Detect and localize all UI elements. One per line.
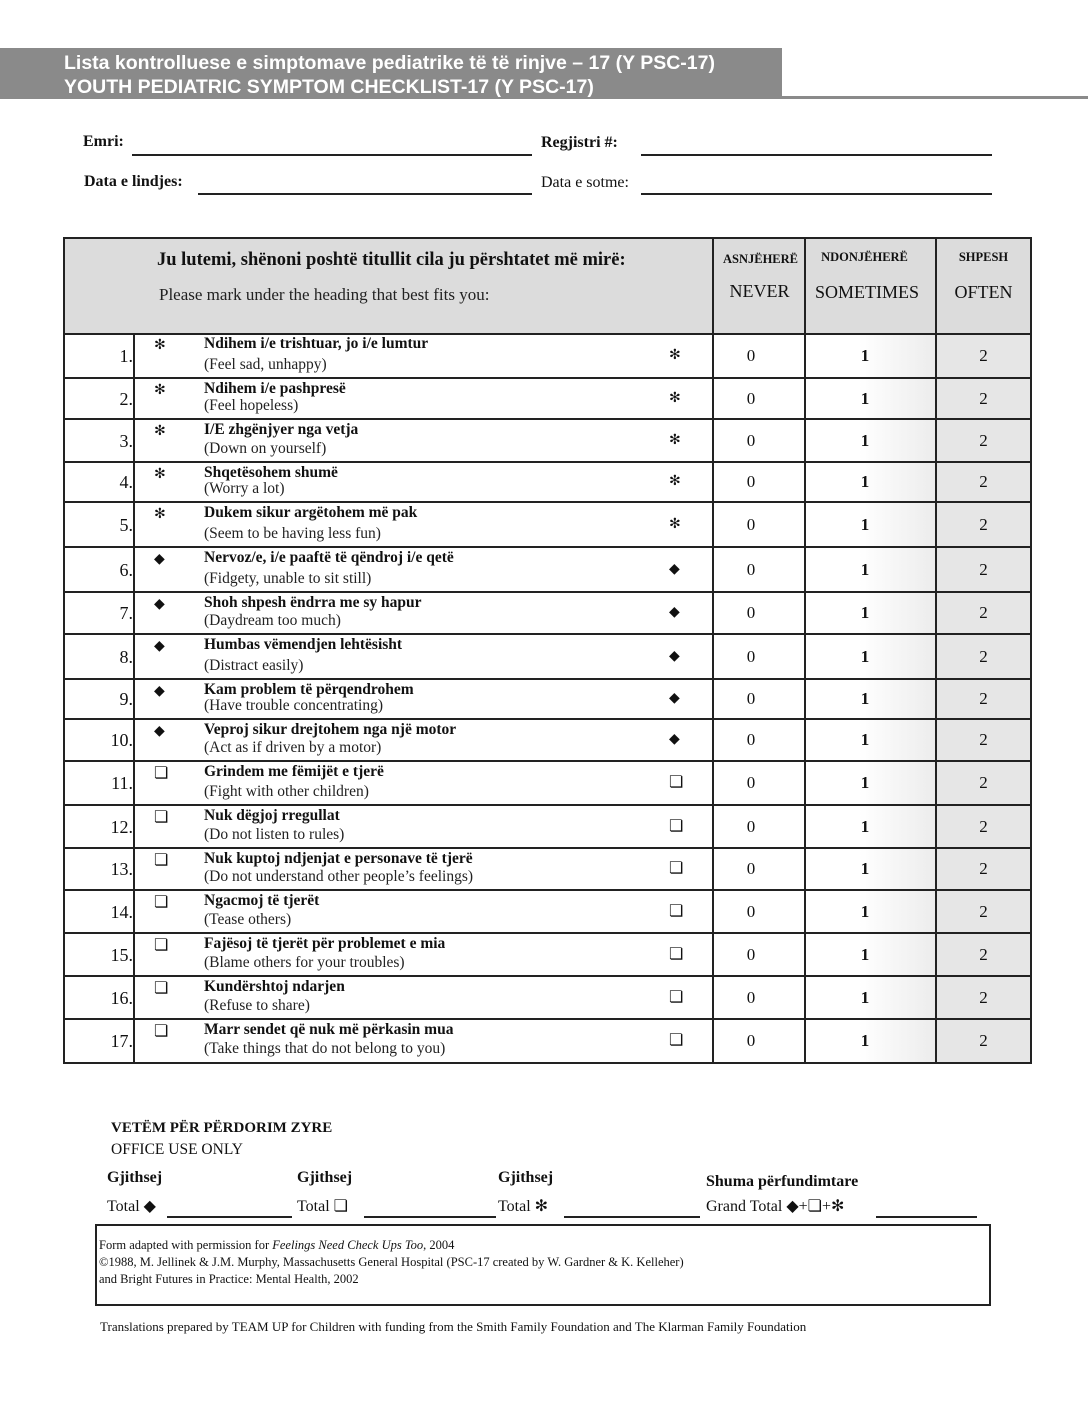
- item-text-english: (Fidgety, unable to sit still): [204, 570, 372, 587]
- answer-never[interactable]: 0: [746, 987, 756, 1007]
- answer-often[interactable]: 2: [979, 901, 988, 921]
- answer-never[interactable]: 0: [746, 730, 756, 749]
- answer-sometimes[interactable]: 1: [860, 944, 870, 964]
- answer-never[interactable]: 0: [746, 1030, 756, 1050]
- item-category-symbol-right: ✻: [669, 346, 681, 363]
- today-field[interactable]: [641, 193, 992, 195]
- table-header: [65, 239, 1030, 335]
- item-text-albanian: Kundërshtoj ndarjen: [204, 978, 345, 995]
- item-text-albanian: Ndihem i/e trishtuar, jo i/e lumtur: [204, 335, 429, 352]
- total-b-english: Total ❏: [297, 1198, 348, 1215]
- item-number: 10.: [110, 730, 133, 750]
- grand-total-field[interactable]: [876, 1216, 977, 1218]
- answer-sometimes[interactable]: 1: [860, 816, 870, 836]
- item-category-symbol-right: ✻: [669, 515, 681, 532]
- item-category-symbol: ◆: [154, 551, 165, 567]
- item-category-symbol-right: ❏: [669, 858, 684, 877]
- item-category-symbol: ❏: [154, 935, 169, 954]
- col-often-albanian: SHPESH: [958, 250, 1009, 264]
- answer-never[interactable]: 0: [746, 646, 756, 666]
- instruction-albanian: Ju lutemi, shënoni poshtë titullit cila ju përshtatet më mirë:: [157, 250, 626, 270]
- item-category-symbol: ❏: [154, 978, 169, 997]
- item-number: 7.: [119, 603, 133, 623]
- item-text-english: (Distract easily): [204, 657, 304, 674]
- item-text-english: (Worry a lot): [204, 480, 285, 497]
- answer-often[interactable]: 2: [979, 689, 988, 708]
- table-row: [65, 634, 1030, 679]
- col-never-albanian: ASNJËHERË: [722, 252, 799, 266]
- answer-sometimes[interactable]: 1: [860, 689, 870, 708]
- answer-often[interactable]: 2: [979, 944, 988, 964]
- answer-often[interactable]: 2: [979, 987, 988, 1007]
- item-category-symbol-right: ❏: [669, 943, 684, 963]
- answer-often[interactable]: 2: [979, 559, 988, 579]
- item-text-english: (Feel sad, unhappy): [204, 356, 327, 373]
- answer-never[interactable]: 0: [746, 859, 756, 878]
- table-row: [65, 805, 1030, 848]
- item-text-albanian: Shoh shpesh ëndrra me sy hapur: [204, 594, 422, 611]
- answer-sometimes[interactable]: 1: [860, 559, 870, 579]
- name-field[interactable]: [132, 154, 532, 156]
- item-text-albanian: Humbas vëmendjen lehtësisht: [204, 636, 403, 653]
- registry-field[interactable]: [641, 154, 992, 156]
- item-category-symbol-right: ✻: [669, 431, 681, 448]
- item-category-symbol: ◆: [154, 596, 165, 612]
- answer-never[interactable]: 0: [746, 603, 756, 622]
- item-category-symbol: ✻: [154, 423, 166, 439]
- answer-never[interactable]: 0: [746, 514, 756, 534]
- total-a-albanian: Gjithsej: [107, 1169, 163, 1186]
- answer-sometimes[interactable]: 1: [860, 472, 870, 491]
- item-text-albanian: Shqetësohem shumë: [204, 464, 338, 481]
- item-number: 2.: [119, 388, 133, 409]
- item-number: 13.: [110, 859, 133, 879]
- dob-field[interactable]: [198, 193, 532, 195]
- item-category-symbol-right: ❏: [669, 1029, 684, 1049]
- answer-never[interactable]: 0: [746, 944, 756, 964]
- item-category-symbol: ❏: [154, 763, 169, 782]
- col-sometimes-english: SOMETIMES: [814, 282, 919, 302]
- item-text-albanian: Nuk dëgjoj rregullat: [204, 807, 340, 824]
- item-number: 17.: [110, 1030, 133, 1051]
- item-text-english: (Refuse to share): [204, 997, 310, 1014]
- grand-total-english: Grand Total ◆+❏+✻: [706, 1198, 845, 1215]
- answer-sometimes[interactable]: 1: [860, 859, 870, 878]
- instruction-english: Please mark under the heading that best fits you:: [159, 285, 490, 304]
- item-number: 4.: [119, 472, 133, 492]
- item-number: 6.: [119, 559, 133, 580]
- item-text-albanian: Ngacmoj të tjerët: [204, 892, 320, 909]
- item-number: 8.: [119, 646, 133, 667]
- item-text-english: (Feel hopeless): [204, 397, 299, 414]
- answer-sometimes[interactable]: 1: [860, 730, 870, 749]
- item-text-albanian: Ndihem i/e pashpresë: [204, 380, 346, 397]
- credits-box: [95, 1224, 991, 1306]
- credit-line-1: Form adapted with permission for Feelings Need Check Ups Too, 2004: [99, 1238, 455, 1252]
- answer-sometimes[interactable]: 1: [860, 345, 870, 365]
- table-row: [65, 547, 1030, 592]
- item-category-symbol: ◆: [154, 638, 165, 654]
- item-text-english: (Do not understand other people’s feelings): [204, 868, 474, 885]
- item-category-symbol-right: ◆: [669, 731, 680, 747]
- answer-never[interactable]: 0: [746, 430, 756, 450]
- total-c-albanian: Gjithsej: [498, 1169, 554, 1186]
- item-text-english: (Tease others): [204, 911, 292, 928]
- answer-sometimes[interactable]: 1: [860, 1030, 870, 1050]
- item-number: 15.: [110, 944, 133, 965]
- item-number: 5.: [119, 514, 133, 535]
- item-category-symbol-right: ◆: [669, 647, 680, 664]
- header-rule: [782, 96, 1088, 99]
- item-category-symbol: ◆: [154, 723, 165, 739]
- col-never-english: NEVER: [729, 281, 790, 301]
- item-text-albanian: Veproj sikur drejtohem nga një motor: [204, 721, 457, 738]
- item-text-english: (Seem to be having less fun): [204, 525, 381, 542]
- answer-often[interactable]: 2: [979, 388, 988, 408]
- item-text-albanian: Nuk kuptoj ndjenjat e personave të tjerë: [204, 850, 473, 867]
- total-b-field[interactable]: [364, 1216, 496, 1218]
- table-row: [65, 1019, 1030, 1062]
- item-text-albanian: Marr sendet që nuk më përkasin mua: [204, 1021, 454, 1038]
- item-category-symbol-right: ❏: [669, 986, 684, 1006]
- total-a-english: Total ◆: [107, 1198, 156, 1215]
- item-category-symbol-right: ✻: [669, 389, 681, 406]
- dob-label: Data e lindjes:: [84, 173, 183, 190]
- item-text-english: (Down on yourself): [204, 440, 327, 457]
- translations-credit: Translations prepared by TEAM UP for Children with funding from the Smith Family Foundation and The Klarman Family Foundation: [100, 1319, 807, 1334]
- item-text-english: (Take things that do not belong to you): [204, 1040, 446, 1057]
- answer-never[interactable]: 0: [746, 388, 756, 408]
- table-row: [65, 419, 1030, 462]
- col-often-english: OFTEN: [954, 282, 1013, 302]
- item-category-symbol-right: ◆: [669, 560, 680, 577]
- item-category-symbol: ✻: [154, 382, 166, 398]
- answer-often[interactable]: 2: [979, 730, 988, 749]
- item-category-symbol: ❏: [154, 1021, 169, 1040]
- answer-sometimes[interactable]: 1: [860, 901, 870, 921]
- item-number: 9.: [119, 689, 133, 709]
- table-row: [65, 976, 1030, 1019]
- table-row: [65, 502, 1030, 547]
- item-category-symbol-right: ❏: [669, 772, 684, 791]
- answer-sometimes[interactable]: 1: [860, 773, 870, 792]
- answer-often[interactable]: 2: [979, 816, 988, 836]
- answer-sometimes[interactable]: 1: [860, 430, 870, 450]
- item-text-albanian: Dukem sikur argëtohem më pak: [204, 504, 418, 521]
- answer-sometimes[interactable]: 1: [860, 603, 870, 622]
- item-number: 1.: [119, 345, 133, 366]
- answer-often[interactable]: 2: [979, 514, 988, 534]
- item-category-symbol-right: ❏: [669, 815, 684, 835]
- grand-total-albanian: Shuma përfundimtare: [706, 1173, 859, 1190]
- today-label: Data e sotme:: [541, 174, 629, 191]
- item-number: 3.: [119, 430, 133, 451]
- table-row: [65, 462, 1030, 502]
- answer-never[interactable]: 0: [746, 773, 756, 792]
- item-text-albanian: I/E zhgënjyer nga vetja: [204, 421, 359, 438]
- item-category-symbol: ✻: [154, 466, 166, 482]
- item-text-english: (Daydream too much): [204, 612, 341, 629]
- credit-line-2: ©1988, M. Jellinek & J.M. Murphy, Massachusetts General Hospital (PSC-17 created by W. Gardner & K. Kelleher): [99, 1255, 684, 1269]
- item-category-symbol-right: ◆: [669, 604, 680, 620]
- table-row: [65, 378, 1030, 419]
- table-row: [65, 933, 1030, 976]
- item-text-albanian: Nervoz/e, i/e paaftë të qëndroj i/e qetë: [204, 549, 454, 566]
- table-row: [65, 848, 1030, 890]
- answer-never[interactable]: 0: [746, 901, 756, 921]
- table-row: [65, 719, 1030, 761]
- answer-never[interactable]: 0: [746, 345, 756, 365]
- answer-often[interactable]: 2: [979, 773, 988, 792]
- answer-never[interactable]: 0: [746, 472, 756, 491]
- table-row: [65, 333, 1030, 378]
- item-category-symbol: ❏: [154, 892, 169, 911]
- item-text-english: (Do not listen to rules): [204, 826, 345, 843]
- item-number: 11.: [111, 773, 133, 793]
- item-number: 12.: [110, 816, 133, 837]
- item-number: 16.: [110, 987, 133, 1008]
- office-title-albanian: VETËM PËR PËRDORIM ZYRE: [111, 1120, 333, 1136]
- total-b-albanian: Gjithsej: [297, 1169, 353, 1186]
- answer-often[interactable]: 2: [979, 472, 988, 491]
- answer-often[interactable]: 2: [979, 345, 988, 365]
- total-c-english: Total ✻: [498, 1198, 549, 1215]
- item-category-symbol-right: ✻: [669, 473, 681, 489]
- answer-never[interactable]: 0: [746, 689, 756, 708]
- registry-label: Regjistri #:: [541, 134, 618, 151]
- answer-never[interactable]: 0: [746, 559, 756, 579]
- item-text-english: (Have trouble concentrating): [204, 697, 384, 714]
- answer-sometimes[interactable]: 1: [860, 514, 870, 534]
- credit-line-3: and Bright Futures in Practice: Mental Health, 2002: [99, 1272, 359, 1286]
- item-text-english: (Fight with other children): [204, 783, 369, 800]
- table-row: [65, 761, 1030, 805]
- col-sometimes-albanian: NDONJËHERË: [821, 250, 908, 264]
- item-category-symbol: ✻: [154, 337, 166, 353]
- answer-sometimes[interactable]: 1: [860, 646, 870, 666]
- title-albanian: Lista kontrolluese e simptomave pediatrike të të rinjve – 17 (Y PSC-17): [64, 52, 715, 74]
- answer-often[interactable]: 2: [979, 1030, 988, 1050]
- table-row: [65, 890, 1030, 933]
- answer-often[interactable]: 2: [979, 603, 988, 622]
- item-category-symbol: ◆: [154, 683, 165, 699]
- item-category-symbol-right: ◆: [669, 690, 680, 706]
- title-english: YOUTH PEDIATRIC SYMPTOM CHECKLIST-17 (Y PSC-17): [64, 76, 594, 98]
- name-label: Emri:: [83, 133, 124, 150]
- item-number: 14.: [110, 901, 133, 922]
- item-text-albanian: Fajësoj të tjerët për problemet e mia: [204, 935, 446, 952]
- table-row: [65, 679, 1030, 719]
- answer-sometimes[interactable]: 1: [860, 388, 870, 408]
- table-row: [65, 592, 1030, 634]
- office-title-english: OFFICE USE ONLY: [111, 1141, 243, 1158]
- total-c-field[interactable]: [564, 1216, 700, 1218]
- answer-often[interactable]: 2: [979, 859, 988, 878]
- answer-never[interactable]: 0: [746, 816, 756, 836]
- item-text-albanian: Grindem me fëmijët e tjerë: [204, 763, 384, 780]
- symptom-table: [63, 237, 1032, 1064]
- answer-often[interactable]: 2: [979, 646, 988, 666]
- item-category-symbol: ✻: [154, 506, 166, 522]
- item-text-albanian: Kam problem të përqendrohem: [204, 681, 414, 698]
- item-text-english: (Act as if driven by a motor): [204, 739, 382, 756]
- item-text-english: (Blame others for your troubles): [204, 954, 405, 971]
- answer-sometimes[interactable]: 1: [860, 987, 870, 1007]
- total-a-field[interactable]: [167, 1216, 292, 1218]
- item-category-symbol-right: ❏: [669, 900, 684, 920]
- item-category-symbol: ❏: [154, 850, 169, 869]
- answer-often[interactable]: 2: [979, 430, 988, 450]
- item-category-symbol: ❏: [154, 807, 169, 826]
